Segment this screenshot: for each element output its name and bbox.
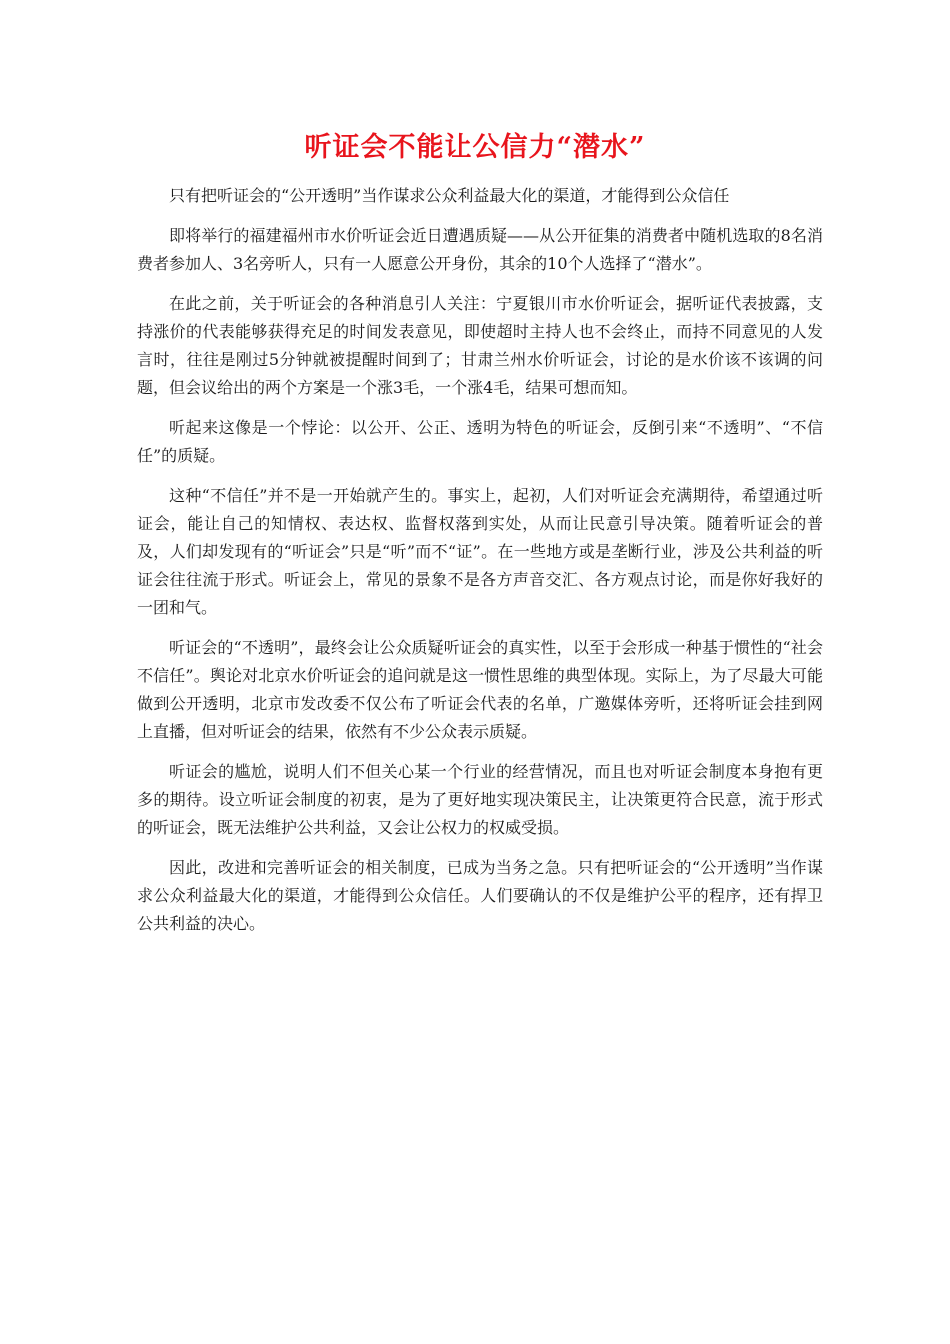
paragraph-subtitle: 只有把听证会的“公开透明”当作谋求公众利益最大化的渠道，才能得到公众信任 bbox=[169, 186, 730, 205]
paragraph: 听起来这像是一个悖论：以公开、公正、透明为特色的听证会，反倒引来“不透明”、“不信任”的质疑。 bbox=[137, 418, 823, 465]
paragraph: 这种“不信任”并不是一开始就产生的。事实上，起初，人们对听证会充满期待，希望通过听证会，能让自己的知情权、表达权、监督权落到实处，从而让民意引导决策。随着听证会的普及，人们却发现有的“听证会”只是“听”而不“证”。在一些地方或是垄断行业，涉及公共利益的听证会往往流于形式。听证会上，常见的景象不是各方声音交汇、各方观点讨论，而是你好我好的一团和气。 bbox=[137, 486, 823, 617]
paragraph: 因此，改进和完善听证会的相关制度，已成为当务之急。只有把听证会的“公开透明”当作谋求公众利益最大化的渠道，才能得到公众信任。人们要确认的不仅是维护公平的程序，还有捍卫公共利益的决心。 bbox=[137, 858, 823, 933]
paragraph: 听证会的尴尬，说明人们不但关心某一个行业的经营情况，而且也对听证会制度本身抱有更多的期待。设立听证会制度的初衷，是为了更好地实现决策民主，让决策更符合民意，流于形式的听证会，既无法维护公共利益，又会让公权力的权威受损。 bbox=[137, 762, 823, 837]
article-title: 听证会不能让公信力“潜水” bbox=[304, 132, 646, 163]
paragraph: 听证会的“不透明”，最终会让公众质疑听证会的真实性，以至于会形成一种基于惯性的“社会不信任”。舆论对北京水价听证会的追问就是这一惯性思维的典型体现。实际上，为了尽最大可能做到公开透明，北京市发改委不仅公布了听证会代表的名单，广邀媒体旁听，还将听证会挂到网上直播，但对听证会的结果，依然有不少公众表示质疑。 bbox=[137, 638, 823, 741]
paragraph: 在此之前，关于听证会的各种消息引人关注：宁夏银川市水价听证会，据听证代表披露，支持涨价的代表能够获得充足的时间发表意见，即使超时主持人也不会终止，而持不同意见的人发言时，往往是刚过5分钟就被提醒时间到了；甘肃兰州水价听证会，讨论的是水价该不该调的问题，但会议给出的两个方案是一个涨3毛，一个涨4毛，结果可想而知。 bbox=[137, 294, 823, 397]
paragraph: 即将举行的福建福州市水价听证会近日遭遇质疑——从公开征集的消费者中随机选取的8名消费者参加人、3名旁听人，只有一人愿意公开身份，其余的10个人选择了“潜水”。 bbox=[137, 226, 823, 273]
article-body bbox=[137, 182, 823, 950]
